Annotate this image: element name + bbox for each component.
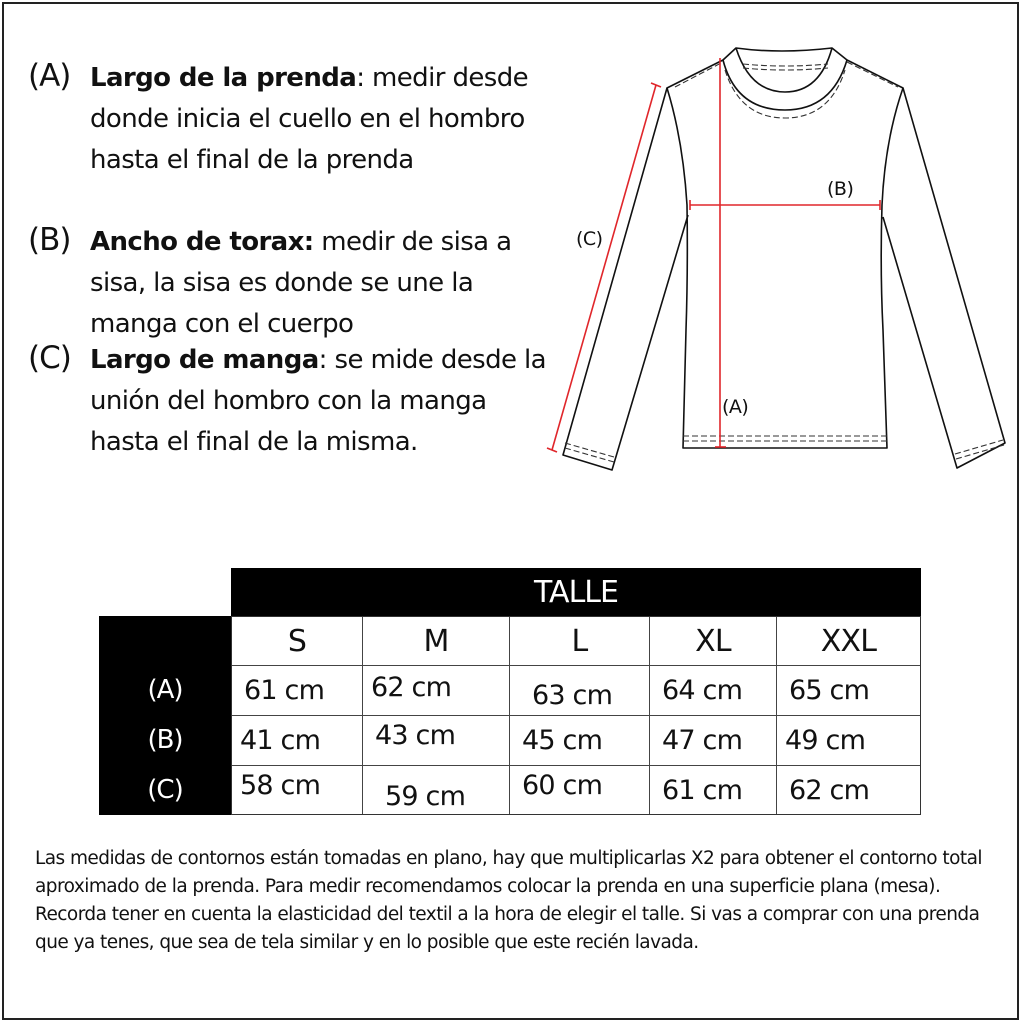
row-label-a: (A) [99, 665, 231, 715]
table-cell: 65 cm [777, 666, 920, 716]
table-cell: 43 cm [363, 716, 510, 766]
table-cell: 59 cm [363, 766, 510, 814]
table-cell: 60 cm [510, 766, 650, 814]
size-header-s: S [232, 617, 363, 666]
table-cell: 63 cm [510, 666, 650, 716]
measure-label-b: (B) [827, 178, 854, 200]
instruction-text [90, 340, 550, 463]
row-label-c: (C) [99, 765, 231, 815]
table-cell: 61 cm [650, 766, 777, 814]
table-cell: 61 cm [232, 666, 363, 716]
instruction-description: medir de sisa a sisa, la sisa es donde se une la manga con el cuerpo [90, 227, 512, 339]
table-cell: 41 cm [232, 716, 363, 766]
long-sleeve-shirt-icon [540, 30, 1020, 480]
size-header-xl: XL [650, 617, 777, 666]
instruction-description: se mide desde la unión del hombro con la manga hasta el final de la misma. [90, 345, 546, 457]
instruction-description: medir desde donde inicia el cuello en el hombro hasta el final de la prenda [90, 63, 528, 175]
size-header-xxl: XXL [777, 617, 920, 666]
instruction-text [90, 58, 550, 181]
measurement-note: Las medidas de contornos están tomadas en plano, hay que multiplicarlas X2 para obtener el contorno total aproximado de la prenda. Para medir recomendamos colocar la prenda en una superficie plana (mesa). Recorda tener en cuenta la elasticidad del textil a la hora de elegir el talle. Si vas a comprar con una prenda que ya tenes, que sea de tela similar y en lo posible que este recién lavada. [35, 848, 982, 953]
instruction-title: Ancho de torax: [90, 227, 314, 257]
table-cell: 45 cm [510, 716, 650, 766]
instruction-letter: (A) [28, 58, 71, 94]
measure-label-a: (A) [722, 396, 749, 418]
instruction-separator: : [318, 345, 327, 375]
size-header-l: L [510, 617, 650, 666]
size-table-corner [99, 616, 231, 665]
instruction-title: Largo de la prenda [90, 63, 357, 93]
table-cell: 64 cm [650, 666, 777, 716]
instruction-text [90, 222, 550, 345]
instruction-separator: : [356, 63, 365, 93]
table-cell: 47 cm [650, 716, 777, 766]
instruction-letter: (B) [28, 222, 71, 258]
measure-label-c: (C) [576, 228, 603, 250]
table-cell: 49 cm [777, 716, 920, 766]
table-cell: 62 cm [363, 666, 510, 716]
size-table [231, 616, 921, 815]
row-label-b: (B) [99, 715, 231, 765]
size-header-m: M [363, 617, 510, 666]
instruction-letter: (C) [28, 340, 71, 376]
shirt-diagram [540, 30, 1020, 480]
table-cell: 58 cm [232, 766, 363, 814]
size-table-header: TALLE [231, 568, 921, 616]
table-cell: 62 cm [789, 774, 870, 806]
instruction-title: Largo de manga [90, 345, 319, 375]
